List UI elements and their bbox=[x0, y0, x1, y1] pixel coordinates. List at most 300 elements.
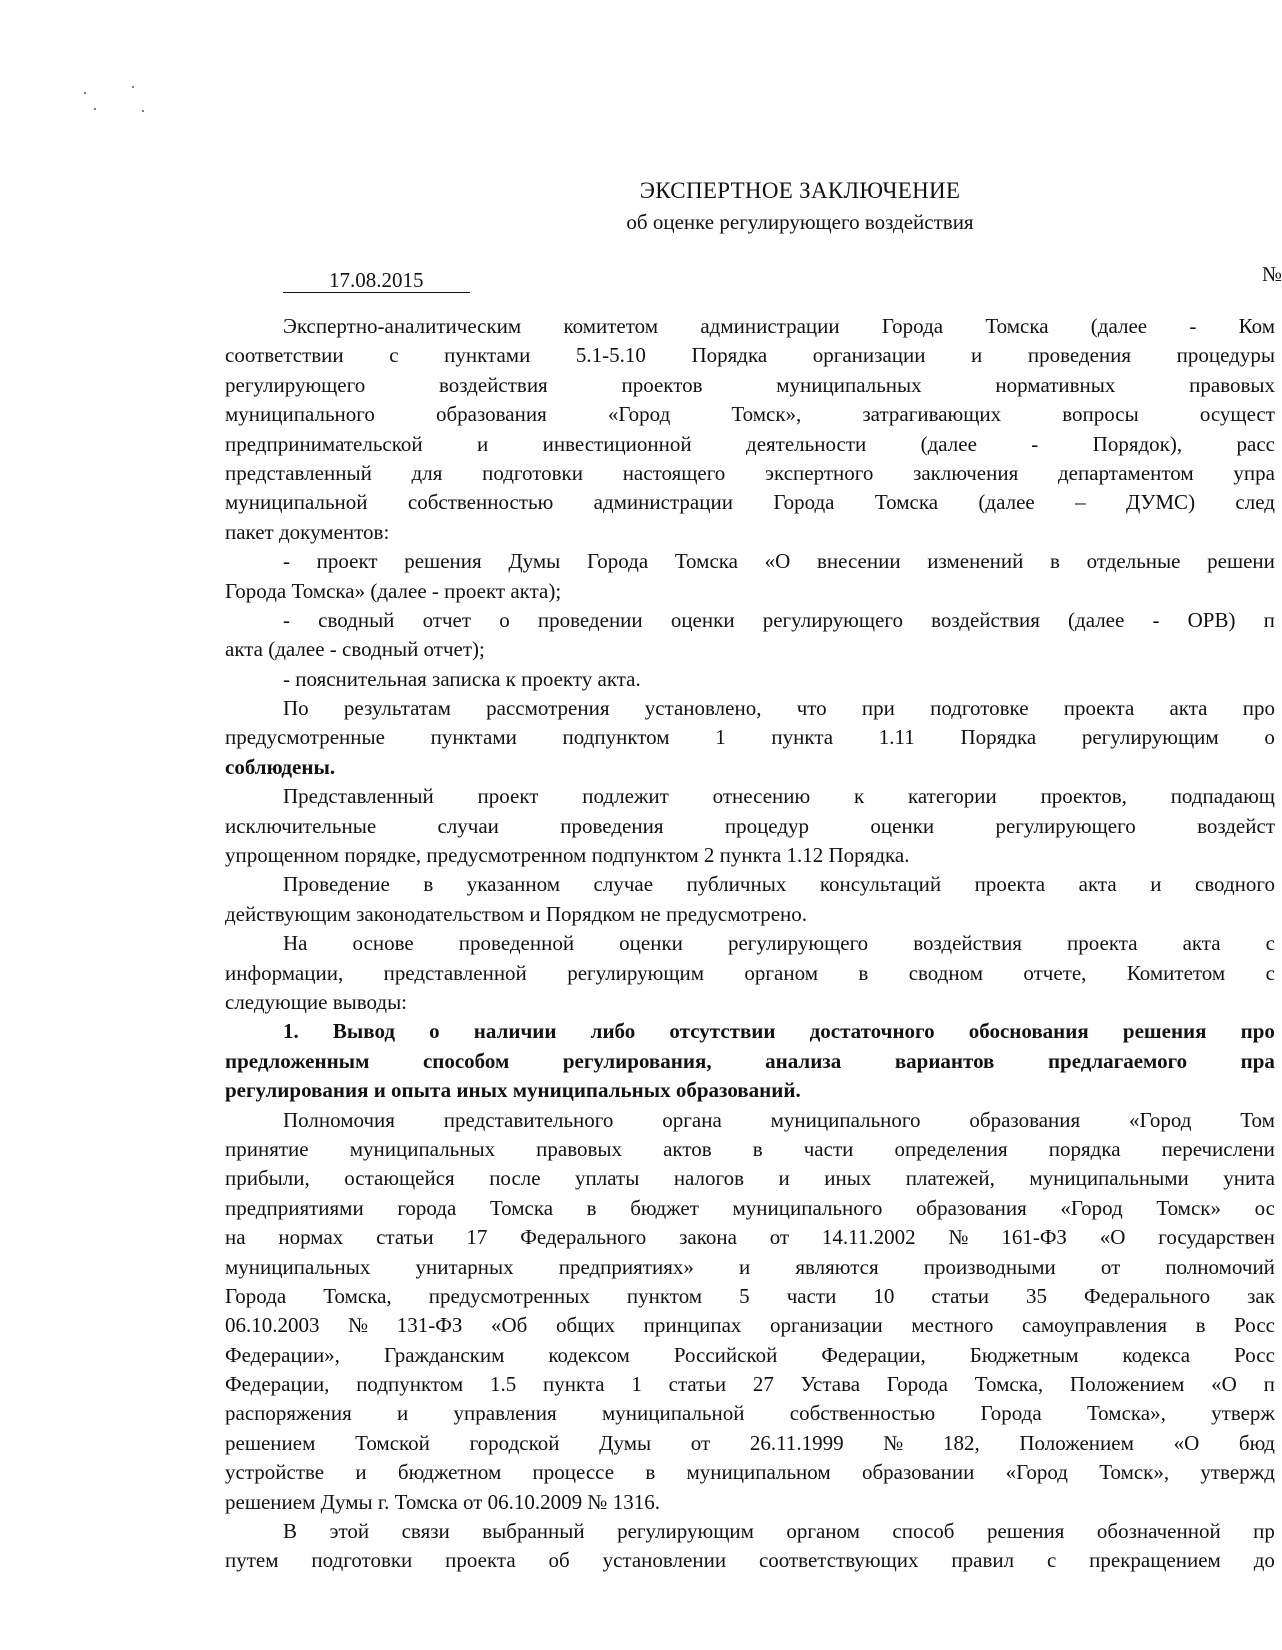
word: собственностью bbox=[407, 490, 554, 515]
word: связи bbox=[401, 1519, 450, 1544]
word: к bbox=[854, 784, 865, 809]
word: уплаты bbox=[575, 1166, 640, 1191]
word: проект bbox=[477, 784, 539, 809]
word: органом bbox=[744, 960, 818, 985]
text-line bbox=[225, 812, 1275, 841]
word: администрации bbox=[593, 490, 733, 515]
word: регулирующего bbox=[762, 607, 903, 632]
text-line bbox=[225, 341, 1275, 370]
word: В bbox=[283, 1519, 298, 1544]
word: Ком bbox=[1238, 314, 1275, 338]
word: проектов, bbox=[1040, 784, 1127, 809]
word: предпринимательской bbox=[225, 431, 423, 456]
word: Города bbox=[881, 314, 944, 338]
word: городской bbox=[469, 1430, 560, 1455]
word: деятельности bbox=[746, 431, 867, 456]
text-line bbox=[225, 1546, 1275, 1575]
word: организации bbox=[812, 343, 926, 368]
word: налогов bbox=[673, 1166, 745, 1191]
text-line: упрощенном порядке, предусмотренном подпунктом 2 пункта 1.12 Порядка. bbox=[225, 843, 910, 868]
word: в bbox=[858, 960, 869, 985]
word: проведении bbox=[537, 607, 643, 632]
text-line bbox=[225, 1164, 1275, 1193]
text-line: акта (далее - сводный отчет); bbox=[225, 637, 485, 662]
word: Томска bbox=[985, 314, 1049, 338]
word: муниципальном bbox=[686, 1460, 831, 1485]
text-line bbox=[225, 782, 1275, 811]
word: статьи bbox=[931, 1283, 989, 1308]
word: отсутствии bbox=[669, 1019, 776, 1044]
text-line bbox=[225, 723, 1275, 752]
word: - bbox=[283, 549, 290, 574]
word: упра bbox=[1233, 460, 1275, 485]
word: процедур bbox=[724, 813, 810, 838]
word: Положением bbox=[1019, 1430, 1134, 1455]
word: консультаций bbox=[819, 872, 942, 897]
text-line bbox=[225, 1517, 1275, 1546]
word: Томска bbox=[874, 490, 939, 515]
word: Представленный bbox=[283, 784, 434, 809]
word: нормах bbox=[278, 1225, 344, 1250]
text-line bbox=[225, 1429, 1275, 1458]
word: департаментом bbox=[1058, 460, 1194, 485]
word: воздейст bbox=[1197, 813, 1275, 838]
word: при bbox=[861, 696, 895, 721]
word: унитарных bbox=[415, 1254, 514, 1279]
word: внесении bbox=[816, 549, 901, 574]
word: города bbox=[397, 1195, 457, 1220]
word: публичных bbox=[686, 872, 787, 897]
word: Росс bbox=[1234, 1342, 1275, 1367]
word: Федерального bbox=[1084, 1283, 1211, 1308]
word: остающейся bbox=[344, 1166, 455, 1191]
word: в bbox=[586, 1195, 597, 1220]
word: 131-ФЗ bbox=[396, 1313, 463, 1338]
word: регулирующего bbox=[727, 931, 869, 956]
word: от bbox=[690, 1430, 711, 1455]
word: 17 bbox=[466, 1225, 488, 1250]
text-line bbox=[225, 606, 1275, 635]
word: ДУМС) bbox=[1125, 490, 1196, 515]
word: либо bbox=[590, 1019, 636, 1044]
text-line: регулирования и опыта иных муниципальных образований. bbox=[225, 1078, 801, 1103]
word: достаточного bbox=[809, 1019, 935, 1044]
word: регулирующим bbox=[1081, 725, 1219, 750]
word: соответствующих bbox=[758, 1548, 919, 1573]
text-line: пакет документов: bbox=[225, 519, 390, 544]
word: части bbox=[786, 1283, 837, 1308]
word: Томска, bbox=[323, 1283, 392, 1308]
word: с bbox=[1046, 1548, 1057, 1573]
word: и bbox=[397, 1401, 409, 1426]
word: Томска, bbox=[974, 1372, 1044, 1397]
word: 35 bbox=[1026, 1283, 1047, 1308]
word: Города bbox=[586, 549, 649, 574]
word: сводном bbox=[908, 960, 983, 985]
word: п bbox=[1263, 607, 1275, 632]
word: регулирующим bbox=[617, 1519, 754, 1544]
word: проекта bbox=[1063, 696, 1135, 721]
word: предложенным bbox=[225, 1048, 370, 1073]
word: акта bbox=[1078, 872, 1117, 897]
word: бюд bbox=[1238, 1430, 1275, 1455]
text-line bbox=[225, 1458, 1275, 1487]
word: акта bbox=[1169, 696, 1208, 721]
word: воздействия bbox=[913, 931, 1022, 956]
word: осущест bbox=[1199, 402, 1275, 427]
word: 1.5 bbox=[489, 1372, 517, 1397]
word: Города bbox=[773, 490, 835, 515]
word: в bbox=[423, 872, 434, 897]
word: статьи bbox=[376, 1225, 434, 1250]
word: в bbox=[645, 1460, 656, 1485]
word: кодексом bbox=[548, 1342, 630, 1367]
word: Порядок), bbox=[1092, 431, 1183, 456]
word: установлении bbox=[602, 1548, 727, 1573]
word: - bbox=[1152, 607, 1160, 632]
word: «О bbox=[1099, 1225, 1126, 1250]
date-row bbox=[283, 268, 470, 293]
word: части bbox=[803, 1136, 854, 1161]
word: способом bbox=[422, 1048, 510, 1073]
word: 1.11 bbox=[878, 725, 915, 750]
word: категории bbox=[908, 784, 997, 809]
speck bbox=[132, 86, 134, 88]
word: На bbox=[283, 931, 308, 956]
word: представленный bbox=[225, 460, 372, 485]
word: «Город bbox=[607, 402, 671, 427]
word: настоящего bbox=[622, 460, 726, 485]
text-line bbox=[225, 929, 1275, 958]
word: регулирующего bbox=[225, 372, 366, 397]
word: экспертного bbox=[765, 460, 874, 485]
word: ос bbox=[1254, 1195, 1275, 1220]
speck bbox=[84, 92, 86, 94]
word: (далее bbox=[1090, 314, 1148, 338]
word: Города bbox=[225, 1283, 287, 1308]
word: в bbox=[1195, 1313, 1206, 1338]
word: о bbox=[499, 607, 510, 632]
word: до bbox=[1253, 1548, 1275, 1573]
word: «Город bbox=[1060, 1195, 1123, 1220]
word: бюджетном bbox=[397, 1460, 502, 1485]
word: муниципального bbox=[225, 402, 375, 427]
document-body bbox=[225, 312, 1275, 1576]
word: 10 bbox=[873, 1283, 895, 1308]
text-line bbox=[225, 1047, 1275, 1076]
word: Томск», bbox=[1099, 1460, 1170, 1485]
word: проекта bbox=[1067, 931, 1138, 956]
word: 06.10.2003 bbox=[225, 1313, 320, 1338]
word: 14.11.2002 bbox=[821, 1225, 916, 1250]
word: в bbox=[1050, 549, 1060, 574]
word: анализа bbox=[765, 1048, 842, 1073]
word: оценки bbox=[870, 813, 935, 838]
word: перечислени bbox=[1161, 1136, 1275, 1161]
word: принятие bbox=[225, 1136, 309, 1161]
word: «Об bbox=[490, 1313, 528, 1338]
word: решения bbox=[404, 549, 482, 574]
text-line: следующие выводы: bbox=[225, 989, 408, 1014]
text-line: решением Думы г. Томска от 06.10.2009 № 1316. bbox=[225, 1489, 660, 1514]
word: Комитетом bbox=[1126, 960, 1226, 985]
word: 26.11.1999 bbox=[749, 1430, 844, 1455]
word: предусмотренные bbox=[225, 725, 385, 750]
word: иных bbox=[824, 1166, 872, 1191]
word: процедуры bbox=[1176, 343, 1275, 368]
word: муниципальной bbox=[601, 1401, 745, 1426]
word: Положением bbox=[1069, 1372, 1185, 1397]
word: решения bbox=[986, 1519, 1065, 1544]
word: правовых bbox=[1189, 372, 1275, 397]
word: 5 bbox=[739, 1283, 750, 1308]
word: Российской bbox=[673, 1342, 778, 1367]
word: этой bbox=[329, 1519, 370, 1544]
text-line bbox=[225, 1282, 1275, 1311]
text-line bbox=[225, 547, 1275, 576]
word: «Город bbox=[1005, 1460, 1068, 1485]
word: отчет bbox=[422, 607, 472, 632]
word: на bbox=[225, 1225, 246, 1250]
word: 1 bbox=[715, 725, 726, 750]
word: Полномочия bbox=[283, 1107, 395, 1132]
word: образования bbox=[435, 402, 547, 427]
word: Города bbox=[980, 1401, 1042, 1426]
word: отдельные bbox=[1086, 549, 1181, 574]
word: Росс bbox=[1234, 1313, 1275, 1338]
word: организации bbox=[770, 1313, 883, 1338]
word: что bbox=[796, 696, 827, 721]
word: Порядка bbox=[691, 343, 768, 368]
word: устройстве bbox=[225, 1460, 325, 1485]
word: об bbox=[548, 1548, 570, 1573]
text-line bbox=[225, 430, 1275, 459]
word: распоряжения bbox=[225, 1401, 352, 1426]
word: и bbox=[355, 1460, 367, 1485]
word: пункта bbox=[542, 1372, 605, 1397]
word: отнесению bbox=[712, 784, 811, 809]
word: наличии bbox=[473, 1019, 557, 1044]
word: заключения bbox=[913, 460, 1019, 485]
text-line bbox=[225, 400, 1275, 429]
word: с bbox=[1265, 931, 1275, 956]
word: - bbox=[1031, 431, 1039, 456]
word: бюджет bbox=[630, 1195, 699, 1220]
word: - bbox=[1189, 314, 1197, 338]
word: № bbox=[348, 1313, 369, 1338]
text-line bbox=[225, 1223, 1275, 1252]
word: воздействия bbox=[438, 372, 548, 397]
word: Экспертно-аналитическим bbox=[283, 314, 522, 338]
text-line: соблюдены. bbox=[225, 754, 336, 779]
word: процессе bbox=[532, 1460, 615, 1485]
word: утверж bbox=[1211, 1401, 1275, 1426]
word: местного bbox=[911, 1313, 994, 1338]
word: пунктами bbox=[444, 343, 531, 368]
word: Томской bbox=[355, 1430, 430, 1455]
document-date: 17.08.2015 bbox=[283, 268, 470, 293]
word: и bbox=[476, 431, 489, 456]
word: от bbox=[1100, 1254, 1121, 1279]
word: случаи bbox=[437, 813, 499, 838]
word: муниципальных bbox=[349, 1136, 496, 1161]
word: воздействия bbox=[931, 607, 1040, 632]
word: По bbox=[283, 696, 309, 721]
word: государствен bbox=[1158, 1225, 1275, 1250]
word: регулирующего bbox=[995, 813, 1136, 838]
word: – bbox=[1075, 490, 1086, 515]
word: и bbox=[1150, 872, 1162, 897]
text-line bbox=[225, 1399, 1275, 1428]
word: и bbox=[739, 1254, 751, 1279]
word: собственностью bbox=[789, 1401, 936, 1426]
word: о bbox=[429, 1019, 440, 1044]
document-title: ЭКСПЕРТНОЕ ЗАКЛЮЧЕНИЕ bbox=[639, 178, 961, 203]
word: Гражданским bbox=[383, 1342, 505, 1367]
word: затрагивающих bbox=[862, 402, 1002, 427]
word: решением bbox=[225, 1430, 316, 1455]
word: Федерации», bbox=[225, 1342, 340, 1367]
word: прекращением bbox=[1089, 1548, 1221, 1573]
document-number-mark: № bbox=[1262, 262, 1282, 286]
word: оценки bbox=[670, 607, 735, 632]
word: след bbox=[1235, 490, 1275, 515]
word: предприятиях» bbox=[558, 1254, 694, 1279]
word: органа bbox=[662, 1107, 722, 1132]
word: акта bbox=[1182, 931, 1221, 956]
word: обозначенной bbox=[1096, 1519, 1221, 1544]
word: 5.1-5.10 bbox=[575, 343, 646, 368]
word: с bbox=[1265, 960, 1275, 985]
word: Думы bbox=[599, 1430, 652, 1455]
word: кодекса bbox=[1122, 1342, 1191, 1367]
word: для bbox=[411, 460, 443, 485]
word: полномочий bbox=[1165, 1254, 1275, 1279]
word: соответствии bbox=[225, 343, 344, 368]
word: муниципального bbox=[770, 1107, 921, 1132]
word: регулирования, bbox=[562, 1048, 712, 1073]
word: способ bbox=[892, 1519, 955, 1544]
word: статьи bbox=[668, 1372, 727, 1397]
text-line bbox=[225, 459, 1275, 488]
word: установлено, bbox=[644, 696, 762, 721]
word: и bbox=[778, 1166, 790, 1191]
word: предприятиями bbox=[225, 1195, 364, 1220]
word: в bbox=[752, 1136, 763, 1161]
word: муниципальной bbox=[225, 490, 368, 515]
word: про bbox=[1240, 1019, 1275, 1044]
word: 27 bbox=[752, 1372, 774, 1397]
text-line bbox=[225, 1370, 1275, 1399]
word: зак bbox=[1247, 1283, 1275, 1308]
text-line bbox=[225, 870, 1275, 899]
speck bbox=[94, 108, 96, 110]
word: пра bbox=[1240, 1048, 1275, 1073]
word: платежей, bbox=[905, 1166, 995, 1191]
word: отчете, bbox=[1023, 960, 1087, 985]
word: подготовке bbox=[930, 696, 1029, 721]
word: регулирующим bbox=[567, 960, 705, 985]
word: проведения bbox=[1027, 343, 1132, 368]
word: подготовки bbox=[311, 1548, 413, 1573]
word: сводный bbox=[318, 607, 395, 632]
word: актов bbox=[663, 1136, 712, 1161]
word: подпунктом bbox=[562, 725, 670, 750]
word: Города bbox=[886, 1372, 948, 1397]
word: с bbox=[389, 343, 399, 368]
speck bbox=[142, 110, 144, 112]
word: муниципального bbox=[732, 1195, 883, 1220]
word: вариантов bbox=[894, 1048, 995, 1073]
text-line bbox=[225, 1135, 1275, 1164]
word: правил bbox=[951, 1548, 1015, 1573]
word: п bbox=[1263, 1372, 1275, 1397]
word: Томска bbox=[489, 1195, 554, 1220]
word: образования bbox=[969, 1107, 1081, 1132]
word: Томск» bbox=[1156, 1195, 1221, 1220]
word: после bbox=[489, 1166, 541, 1191]
word: - bbox=[283, 607, 290, 632]
word: основе bbox=[352, 931, 414, 956]
word: закона bbox=[679, 1225, 737, 1250]
word: производными bbox=[923, 1254, 1056, 1279]
word: определения bbox=[894, 1136, 1008, 1161]
word: представленной bbox=[383, 960, 527, 985]
text-line bbox=[225, 694, 1275, 723]
word: Вывод bbox=[332, 1019, 396, 1044]
word: 1. bbox=[283, 1019, 299, 1044]
word: «О bbox=[1211, 1372, 1237, 1397]
word: информации, bbox=[225, 960, 344, 985]
text-line bbox=[225, 371, 1275, 400]
word: проект bbox=[316, 549, 378, 574]
word: 161-ФЗ bbox=[1001, 1225, 1067, 1250]
word: решени bbox=[1207, 549, 1275, 574]
word: «О bbox=[764, 549, 791, 574]
word: органом bbox=[786, 1519, 860, 1544]
word: Томска», bbox=[1086, 1401, 1166, 1426]
word: (далее bbox=[920, 431, 977, 456]
word: управления bbox=[453, 1401, 557, 1426]
word: изменений bbox=[927, 549, 1024, 574]
word: 182, bbox=[942, 1430, 980, 1455]
word: оценки bbox=[619, 931, 683, 956]
word: Порядка bbox=[960, 725, 1037, 750]
word: муниципальных bbox=[776, 372, 922, 397]
text-line: действующим законодательством и Порядком не предусмотрено. bbox=[225, 901, 808, 926]
word: Федерального bbox=[520, 1225, 647, 1250]
word: обоснования bbox=[968, 1019, 1089, 1044]
word: общих bbox=[555, 1313, 616, 1338]
word: подготовки bbox=[482, 460, 583, 485]
text-line bbox=[225, 1106, 1275, 1135]
word: образовании bbox=[861, 1460, 975, 1485]
word: подпадающ bbox=[1170, 784, 1275, 809]
word: правовых bbox=[536, 1136, 623, 1161]
word: представительного bbox=[443, 1107, 614, 1132]
text-line bbox=[225, 488, 1275, 517]
word: Бюджетным bbox=[969, 1342, 1079, 1367]
word: предусмотренных bbox=[428, 1283, 590, 1308]
word: о bbox=[1264, 725, 1275, 750]
word: муниципальных bbox=[225, 1254, 371, 1279]
word: про bbox=[1242, 696, 1275, 721]
text-line bbox=[225, 1017, 1275, 1046]
word: проекта bbox=[445, 1548, 516, 1573]
word: проекта bbox=[974, 872, 1046, 897]
word: Томска bbox=[674, 549, 738, 574]
word: являются bbox=[795, 1254, 879, 1279]
